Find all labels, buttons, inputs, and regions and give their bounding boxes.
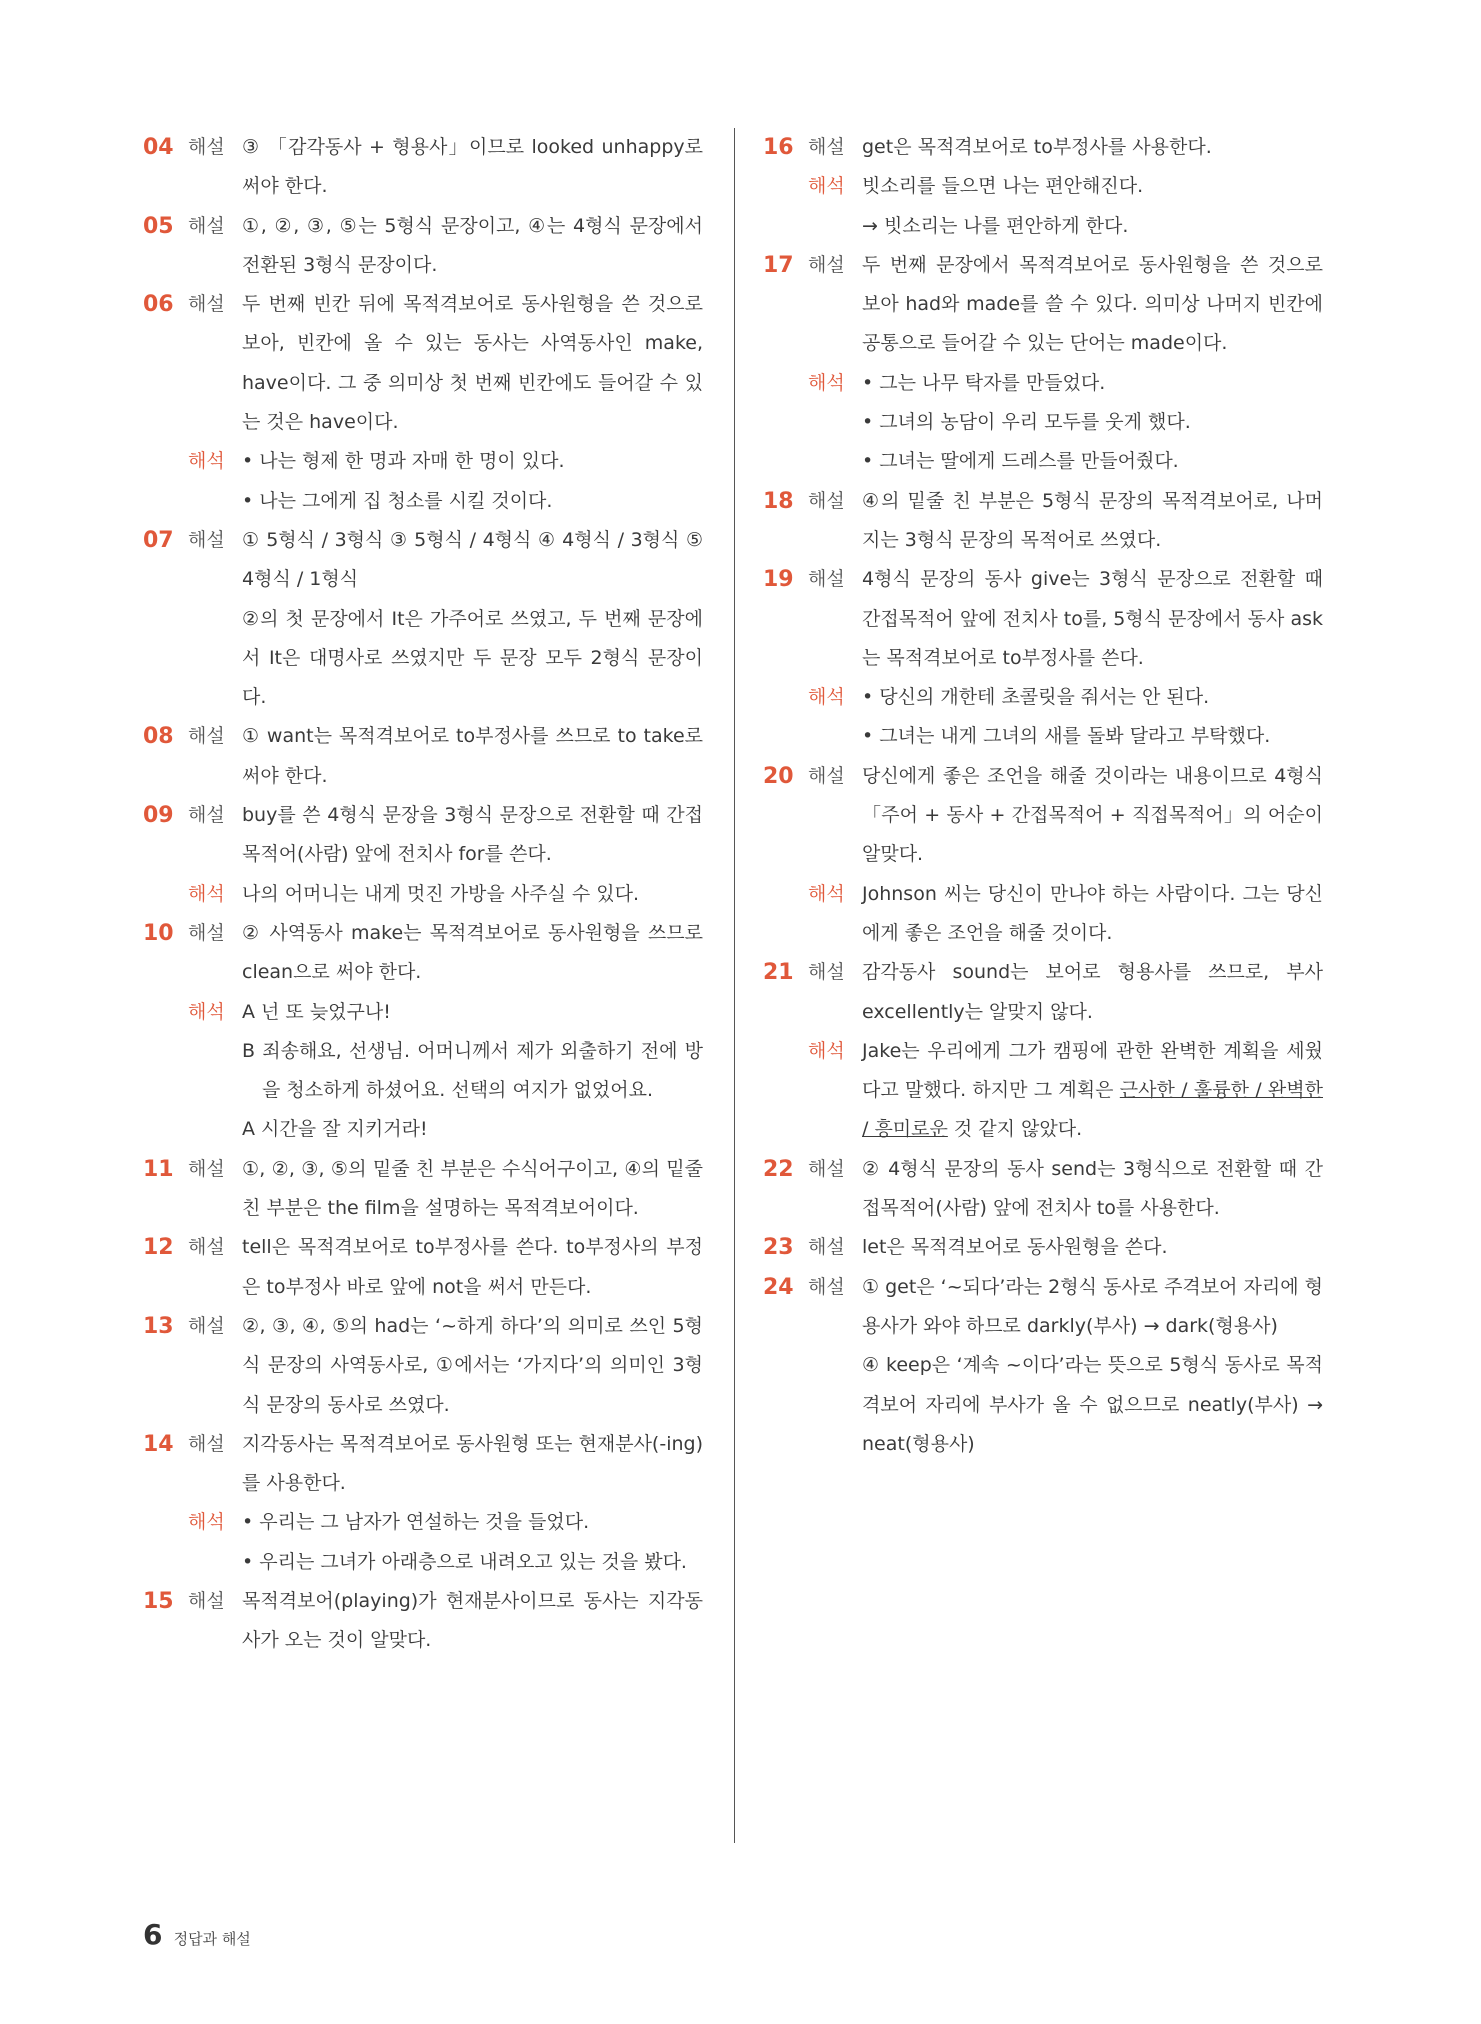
question-number: 15 <box>143 1588 174 1614</box>
underlined-choices: 근사한 / 훌륭한 / 완벽한 / 흥미로운 <box>862 1079 1323 1141</box>
translation-text-end: 것 같지 않았다. <box>947 1118 1083 1141</box>
answer-05 <box>143 207 703 286</box>
translation-21 <box>763 1032 1323 1150</box>
question-number: 21 <box>763 960 794 986</box>
explanation-text: 두 번째 문장에서 목적격보어로 동사원형을 쓴 것으로 보아 had와 made를 쓸 수 있다. 의미상 나머지 빈칸에 공통으로 들어갈 수 있는 단어는 made이다. <box>862 253 1323 355</box>
translation-label: 해석 <box>808 1039 845 1062</box>
explanation-text: ② 사역동사 make는 목적격보어로 동사원형을 쓰므로 clean으로 써야 한다. <box>242 921 703 984</box>
question-number: 18 <box>763 488 794 514</box>
answer-17 <box>763 246 1323 364</box>
translation-line: • 우리는 그 남자가 연설하는 것을 들었다. <box>242 1511 590 1534</box>
explanation-label: 해설 <box>808 961 845 984</box>
translation-line: • 그녀는 내게 그녀의 새를 돌봐 달라고 부탁했다. <box>862 725 1271 748</box>
explanation-label: 해설 <box>188 1432 225 1455</box>
right-column <box>763 128 1323 1464</box>
page-number: 6 <box>143 1918 163 1951</box>
answer-22 <box>763 1150 1323 1229</box>
translation-line: • 나는 그에게 집 청소를 시킬 것이다. <box>242 489 553 512</box>
explanation-text: 두 번째 빈칸 뒤에 목적격보어로 동사원형을 쓴 것으로 보아, 빈칸에 올 수 있는 동사는 사역동사인 make, have이다. 그 중 의미상 첫 번째 빈칸에도 들어갈 수 있는 것은 have이다. <box>242 293 703 434</box>
explanation-text-2: ②의 첫 문장에서 It은 가주어로 쓰였고, 두 번째 문장에서 It은 대명사로 쓰였지만 두 문장 모두 2형식 문장이다. <box>242 607 703 709</box>
translation-06 <box>143 442 703 521</box>
explanation-label: 해설 <box>188 1236 225 1259</box>
translation-line: 빗소리를 들으면 나는 편안해진다. <box>862 175 1144 198</box>
answer-24 <box>763 1268 1323 1464</box>
translation-line: • 그녀는 딸에게 드레스를 만들어줬다. <box>862 450 1179 473</box>
explanation-text: ①, ②, ③, ⑤는 5형식 문장이고, ④는 4형식 문장에서 전환된 3형식 문장이다. <box>242 214 703 276</box>
explanation-label: 해설 <box>188 725 225 748</box>
explanation-label: 해설 <box>188 1157 225 1180</box>
answer-15 <box>143 1582 703 1661</box>
question-number: 12 <box>143 1235 174 1261</box>
answer-20 <box>763 757 1323 875</box>
explanation-label: 해설 <box>188 293 225 316</box>
translation-line: • 당신의 개한테 초콜릿을 줘서는 안 된다. <box>862 686 1210 709</box>
question-number: 11 <box>143 1156 174 1182</box>
question-number: 08 <box>143 724 174 750</box>
translation-line: • 그는 나무 탁자를 만들었다. <box>862 371 1106 394</box>
question-number: 14 <box>143 1431 174 1457</box>
answer-19 <box>763 560 1323 678</box>
explanation-text: ① 5형식 / 3형식 ③ 5형식 / 4형식 ④ 4형식 / 3형식 ⑤ 4형식 / 1형식 <box>242 528 703 591</box>
translation-09 <box>143 875 703 914</box>
translation-line <box>862 1032 1323 1150</box>
translation-19 <box>763 678 1323 757</box>
explanation-label: 해설 <box>188 214 225 237</box>
explanation-text: 4형식 문장의 동사 give는 3형식 문장으로 전환할 때 간접목적어 앞에 전치사 to를, 5형식 문장에서 동사 ask는 목적격보어로 to부정사를 쓴다. <box>862 568 1323 669</box>
explanation-text: 당신에게 좋은 조언을 해줄 것이라는 내용이므로 4형식 「주어 + 동사 + 간접목적어 + 직접목적어」의 어순이 알맞다. <box>862 764 1323 866</box>
translation-label: 해석 <box>188 1000 225 1023</box>
translation-line: • 우리는 그녀가 아래층으로 내려오고 있는 것을 봤다. <box>242 1550 687 1573</box>
translation-label: 해석 <box>188 882 225 905</box>
question-number: 06 <box>143 292 174 318</box>
explanation-label: 해설 <box>808 136 845 158</box>
explanation-label: 해설 <box>808 1157 845 1180</box>
translation-20 <box>763 875 1323 954</box>
translation-label: 해석 <box>188 450 225 473</box>
question-number: 04 <box>143 135 174 160</box>
translation-line: 나의 어머니는 내게 멋진 가방을 사주실 수 있다. <box>242 882 640 905</box>
explanation-label: 해설 <box>808 1275 845 1298</box>
page-footer <box>143 1918 251 1951</box>
answer-04 <box>143 128 703 207</box>
answer-14 <box>143 1425 703 1504</box>
translation-10 <box>143 993 703 1150</box>
dialog-line: A 넌 또 늦었구나! <box>242 1000 391 1023</box>
explanation-label: 해설 <box>808 253 845 276</box>
translation-label: 해석 <box>808 371 845 394</box>
explanation-label: 해설 <box>188 136 225 158</box>
explanation-label: 해설 <box>188 1314 225 1337</box>
answer-10 <box>143 914 703 993</box>
translation-label: 해석 <box>808 686 845 709</box>
answer-12 <box>143 1228 703 1307</box>
question-number: 07 <box>143 527 174 553</box>
explanation-label: 해설 <box>188 921 225 944</box>
question-number: 16 <box>763 135 794 160</box>
answer-08 <box>143 717 703 796</box>
translation-label: 해석 <box>808 882 845 905</box>
question-number: 13 <box>143 1313 174 1339</box>
explanation-text: 지각동사는 목적격보어로 동사원형 또는 현재분사(-ing)를 사용한다. <box>242 1432 703 1495</box>
explanation-label: 해설 <box>188 804 225 827</box>
explanation-text: ③ 「감각동사 + 형용사」이므로 looked unhappy로 써야 한다. <box>242 136 703 198</box>
answer-16 <box>763 128 1323 167</box>
translation-17 <box>763 364 1323 482</box>
answer-13 <box>143 1307 703 1425</box>
translation-14 <box>143 1503 703 1582</box>
explanation-label: 해설 <box>808 764 845 787</box>
translation-label: 해석 <box>188 1511 225 1534</box>
column-divider <box>734 128 735 1843</box>
explanation-text: ②, ③, ④, ⑤의 had는 ‘~하게 하다’의 의미로 쓰인 5형식 문장의 사역동사로, ①에서는 ‘가지다’의 의미인 3형식 문장의 동사로 쓰였다. <box>242 1314 703 1416</box>
answer-18 <box>763 482 1323 561</box>
left-column <box>143 128 703 1661</box>
translation-label: 해석 <box>808 175 845 198</box>
question-number: 23 <box>763 1235 794 1261</box>
question-number: 24 <box>763 1274 794 1300</box>
explanation-text: 감각동사 sound는 보어로 형용사를 쓰므로, 부사 excellently는 알맞지 않다. <box>862 961 1323 1023</box>
question-number: 20 <box>763 763 794 789</box>
question-number: 19 <box>763 567 794 593</box>
dialog-line: B 죄송해요, 선생님. 어머니께서 제가 외출하기 전에 방을 청소하게 하셨어요. 선택의 여지가 없었어요. <box>242 1039 703 1102</box>
explanation-text-2: ④ keep은 ‘계속 ~이다’라는 뜻으로 5형식 동사로 목적격보어 자리에 부사가 올 수 없으므로 neatly(부사) → neat(형용사) <box>862 1354 1323 1455</box>
answer-09 <box>143 796 703 875</box>
answer-21 <box>763 953 1323 1032</box>
page-footer-label: 정답과 해설 <box>173 1930 251 1948</box>
explanation-text: 목적격보어(playing)가 현재분사이므로 동사는 지각동사가 오는 것이 알맞다. <box>242 1589 703 1652</box>
explanation-text: get은 목적격보어로 to부정사를 사용한다. <box>862 136 1212 158</box>
explanation-label: 해설 <box>188 528 225 551</box>
translation-16 <box>763 167 1323 246</box>
answer-07 <box>143 521 703 717</box>
translation-line: • 그녀의 농담이 우리 모두를 웃게 했다. <box>862 411 1191 434</box>
answer-06 <box>143 285 703 442</box>
explanation-label: 해설 <box>808 568 845 591</box>
explanation-text: ④의 밑줄 친 부분은 5형식 문장의 목적격보어로, 나머지는 3형식 문장의 목적어로 쓰였다. <box>862 489 1323 551</box>
question-number: 05 <box>143 213 174 239</box>
explanation-label: 해설 <box>188 1589 225 1612</box>
question-number: 10 <box>143 920 174 946</box>
translation-line: Johnson 씨는 당신이 만나야 하는 사람이다. 그는 당신에게 좋은 조언을 해줄 것이다. <box>862 882 1323 944</box>
question-number: 09 <box>143 803 174 829</box>
explanation-text: ② 4형식 문장의 동사 send는 3형식으로 전환할 때 간접목적어(사람) 앞에 전치사 to를 사용한다. <box>862 1157 1323 1220</box>
explanation-text: ①, ②, ③, ⑤의 밑줄 친 부분은 수식어구이고, ④의 밑줄 친 부분은 the film을 설명하는 목적격보어이다. <box>242 1157 703 1220</box>
dialog-line: A 시간을 잘 지키거라! <box>242 1118 428 1141</box>
explanation-label: 해설 <box>808 489 845 512</box>
translation-line: • 나는 형제 한 명과 자매 한 명이 있다. <box>242 450 565 473</box>
explanation-label: 해설 <box>808 1236 845 1259</box>
explanation-text: ① get은 ‘~되다’라는 2형식 동사로 주격보어 자리에 형용사가 와야 하므로 darkly(부사) → dark(형용사) <box>862 1275 1323 1337</box>
explanation-text: tell은 목적격보어로 to부정사를 쓴다. to부정사의 부정은 to부정사 바로 앞에 not을 써서 만든다. <box>242 1236 703 1298</box>
translation-text: Jake는 우리에게 그가 캠핑에 관한 완벽한 계획을 세웠다고 말했다. 하지만 그 계획은 <box>862 1039 1323 1102</box>
answer-23 <box>763 1228 1323 1267</box>
explanation-text: ① want는 목적격보어로 to부정사를 쓰므로 to take로 써야 한다. <box>242 725 703 787</box>
translation-line: → 빗소리는 나를 편안하게 한다. <box>862 214 1129 237</box>
explanation-text: buy를 쓴 4형식 문장을 3형식 문장으로 전환할 때 간접목적어(사람) 앞에 전치사 for를 쓴다. <box>242 804 703 866</box>
answer-11 <box>143 1150 703 1229</box>
explanation-text: let은 목적격보어로 동사원형을 쓴다. <box>862 1236 1168 1259</box>
question-number: 22 <box>763 1156 794 1182</box>
question-number: 17 <box>763 252 794 278</box>
